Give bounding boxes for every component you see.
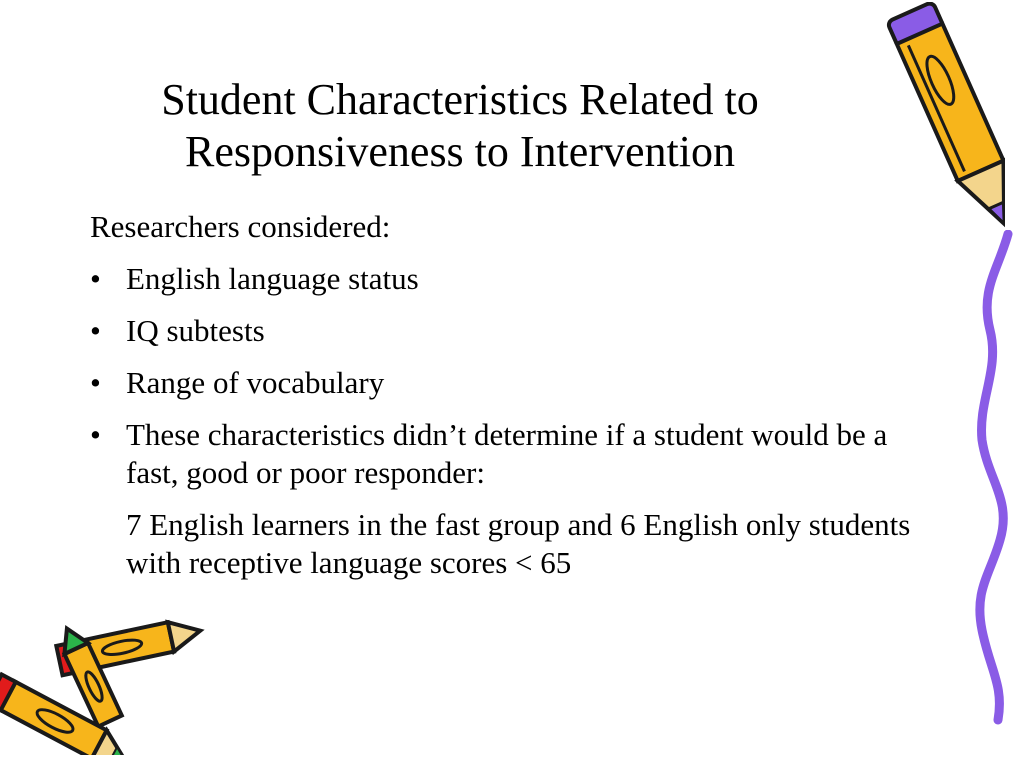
bullet-text: These characteristics didn’t determine if a student would be a fast, good or poor responder: — [126, 417, 888, 490]
squiggle-line-icon — [960, 230, 1020, 725]
slide-body — [90, 208, 940, 582]
bullet-icon: • — [90, 313, 101, 348]
bullet-list — [90, 260, 940, 492]
bullet-text: English language status — [126, 261, 419, 296]
bullet-text: IQ subtests — [126, 313, 265, 348]
list-item — [90, 260, 940, 298]
pencils-cluster-icon — [0, 615, 210, 755]
bullet-icon: • — [90, 365, 101, 400]
list-item — [90, 312, 940, 350]
bullet-icon: • — [90, 261, 101, 296]
intro-text: Researchers considered: — [90, 209, 391, 244]
list-item — [90, 364, 940, 402]
pencil-icon — [855, 2, 1005, 247]
title-line-2: Responsiveness to Intervention — [185, 127, 735, 176]
title-line-1: Student Characteristics Related to — [161, 75, 759, 124]
note-text: 7 English learners in the fast group and 6 English only students with receptive language scores < 65 — [126, 507, 911, 580]
bullet-icon: • — [90, 417, 101, 452]
list-item — [90, 416, 940, 492]
page-title — [60, 74, 860, 178]
bullet-text: Range of vocabulary — [126, 365, 385, 400]
